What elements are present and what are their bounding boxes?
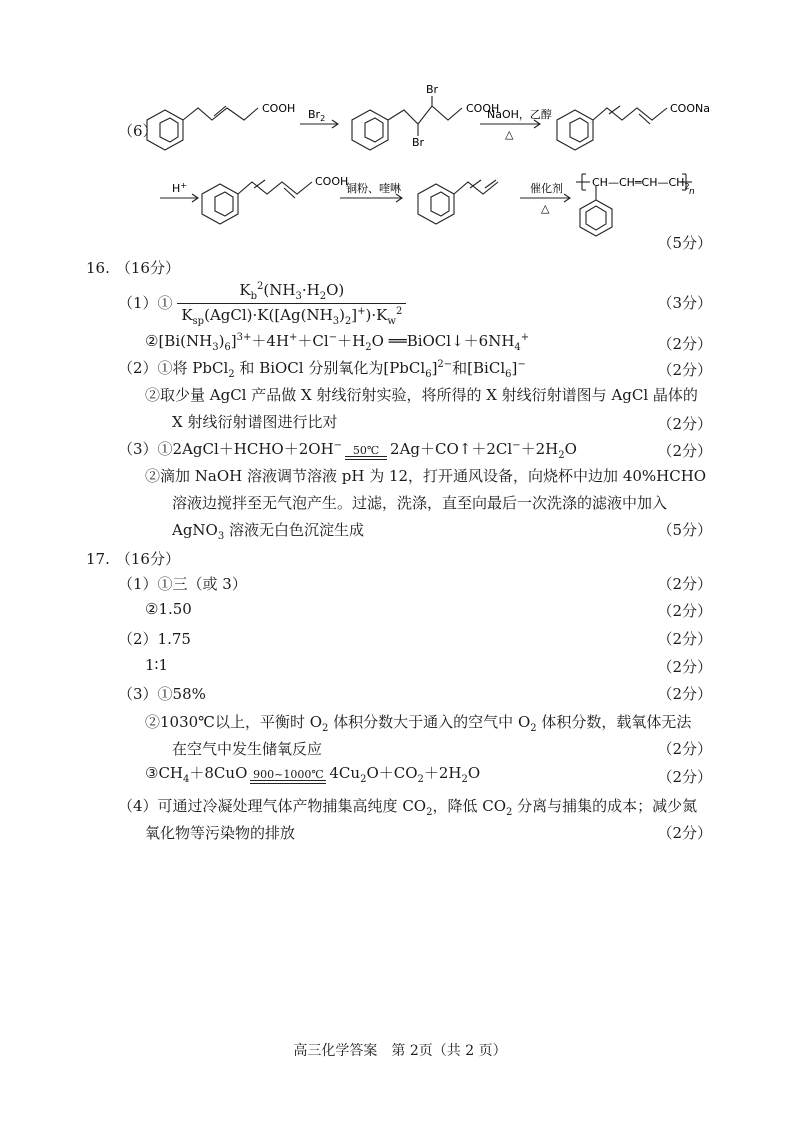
q16-part3-score2: （5分） [657,521,712,539]
compound-4-cooh: COOH [315,175,349,188]
q17-part4-score: （2分） [657,824,712,842]
q16-part3-answer2-line3: AgNO$_3$ 溶液无白色沉淀生成 [172,521,365,542]
compound-2-structure [352,96,462,150]
q16-part2-answer2-line1: ②取少量 AgCl 产品做 X 射线衍射实验，将所得的 X 射线衍射谱图与 AgCl 晶体的 [145,386,698,404]
q15-part6-label: （6） [118,122,158,140]
q16-part2-score2: （2分） [657,415,712,433]
q17-part4-answer-line1: （4）可通过冷凝处理气体产物捕集高纯度 $CO_2$，降低 $CO_2$ 分离与捕集的成本；减少氮 [118,797,698,818]
arrow-2-condition: △ [505,128,514,141]
q17-part1-score1: （2分） [657,575,712,593]
q17-part1-answer2: ②1.50 [145,600,192,618]
q16-part3-equation: （3）①2AgCl＋HCHO＋2OH− 50℃ $2Ag+CO↑+2Cl^-+2H_2O$ [118,440,577,461]
page-footer: 高三化学答案 第 2页（共 2 页） [293,1043,507,1059]
compound-2-br-bottom: Br [412,136,425,149]
q16-part2-answer1: （2）①将 PbCl$_2$ 和 BiOCl 分别氧化为[PbCl$_6$]$^{2-}$和[BiCl$_6$]− [118,359,526,380]
q17-part2-answer2: 1∶1 [145,656,168,674]
q15-part6-score: （5分） [657,234,712,252]
compound-3-coona: COONa [670,102,710,115]
q17-part2-score1: （2分） [657,630,712,648]
q16-part1-score2: （2分） [657,335,712,353]
q17-part3-score3: （2分） [657,768,712,786]
compound-2-cooh: COOH [466,102,500,115]
q17-part2-score2: （2分） [657,658,712,676]
q16-part1-score1: （3分） [657,294,712,312]
reaction-condition-arrow: 50℃ [345,445,387,460]
q17-part2-answer1: （2）1.75 [118,630,191,648]
q17-part3-equation: $③CH_4+8CuO$ 900~1000℃ $4Cu_2O+CO_2+2H_2O$ [145,764,481,785]
arrow-5-reagent: 催化剂 [530,182,563,195]
q16-part1-answer2: $②[Bi(NH_3)_6]^{3+}+4H^++Cl^-+H_2O$ $══BiOCl↓+6NH_4^+$ [145,332,530,353]
q16-fraction: $\frac{K_b^2(NH_3\cdot H_2O)}{K_{sp}(AgCl)\cdot K([Ag(NH_3)_2]^+)\cdot K_w^2}$ [177,281,406,327]
q17-number: 17. （16分） [86,550,180,568]
arrow-5-condition: △ [541,202,550,215]
q17-part3-score1: （2分） [657,685,712,703]
polymer-chain: $CH—CH═CH—CH_2$ [592,176,690,191]
reaction-condition-arrow: 900~1000℃ [250,769,326,784]
q17-part3-answer2-line1: ②1030℃以上，平衡时 $O_2$ 体积分数大于通入的空气中 $O_2$ 体积分数，载氧体无法 [145,713,692,734]
q16-part3-score1: （2分） [657,442,712,460]
q17-part1-score2: （2分） [657,602,712,620]
arrow-1-reagent: $Br_2$ [308,108,326,123]
q16-part1-answer1: （1）① $\frac{K_b^2(NH_3\cdot H_2O)}{K_{sp}(AgCl)\cdot K([Ag(NH_3)_2]^+)\cdot K_w^2}$ [118,281,406,327]
q17-part3-answer1: （3）①58% [118,685,206,703]
arrow-3-reagent: H+ [172,181,187,195]
q17-part3-answer2-line2: 在空气中发生储氧反应 [172,740,323,758]
q16-part3-answer2-line1: ②滴加 NaOH 溶液调节溶液 pH 为 12，打开通风设备，向烧杯中边加 40%HCHO [145,467,707,485]
q17-part1-answer1: （1）①三（或 3） [118,575,247,593]
q16-part3-answer2-line2: 溶液边搅拌至无气泡产生。过滤，洗涤，直至向最后一次洗涤的滤液中加入 [172,494,668,512]
compound-1-structure [147,106,258,150]
compound-4-structure [202,180,312,224]
compound-3-structure [557,106,667,150]
arrow-2-reagent: NaOH，乙醇 [487,108,552,121]
compound-1-cooh: COOH [262,102,296,115]
q17-part4-answer-line2: 氧化物等污染物的排放 [145,824,296,842]
q16-part2-answer2-line2: X 射线衍射谱图进行比对 [172,413,338,431]
q17-part3-score2: （2分） [657,740,712,758]
arrow-4-reagent: 铜粉、喹啉 [346,182,401,195]
compound-2-br-top: Br [426,83,439,96]
compound-5-structure [418,180,498,224]
q16-part2-score1: （2分） [657,361,712,379]
q16-number: 16. （16分） [86,259,180,277]
polymer-n: n [689,187,695,197]
